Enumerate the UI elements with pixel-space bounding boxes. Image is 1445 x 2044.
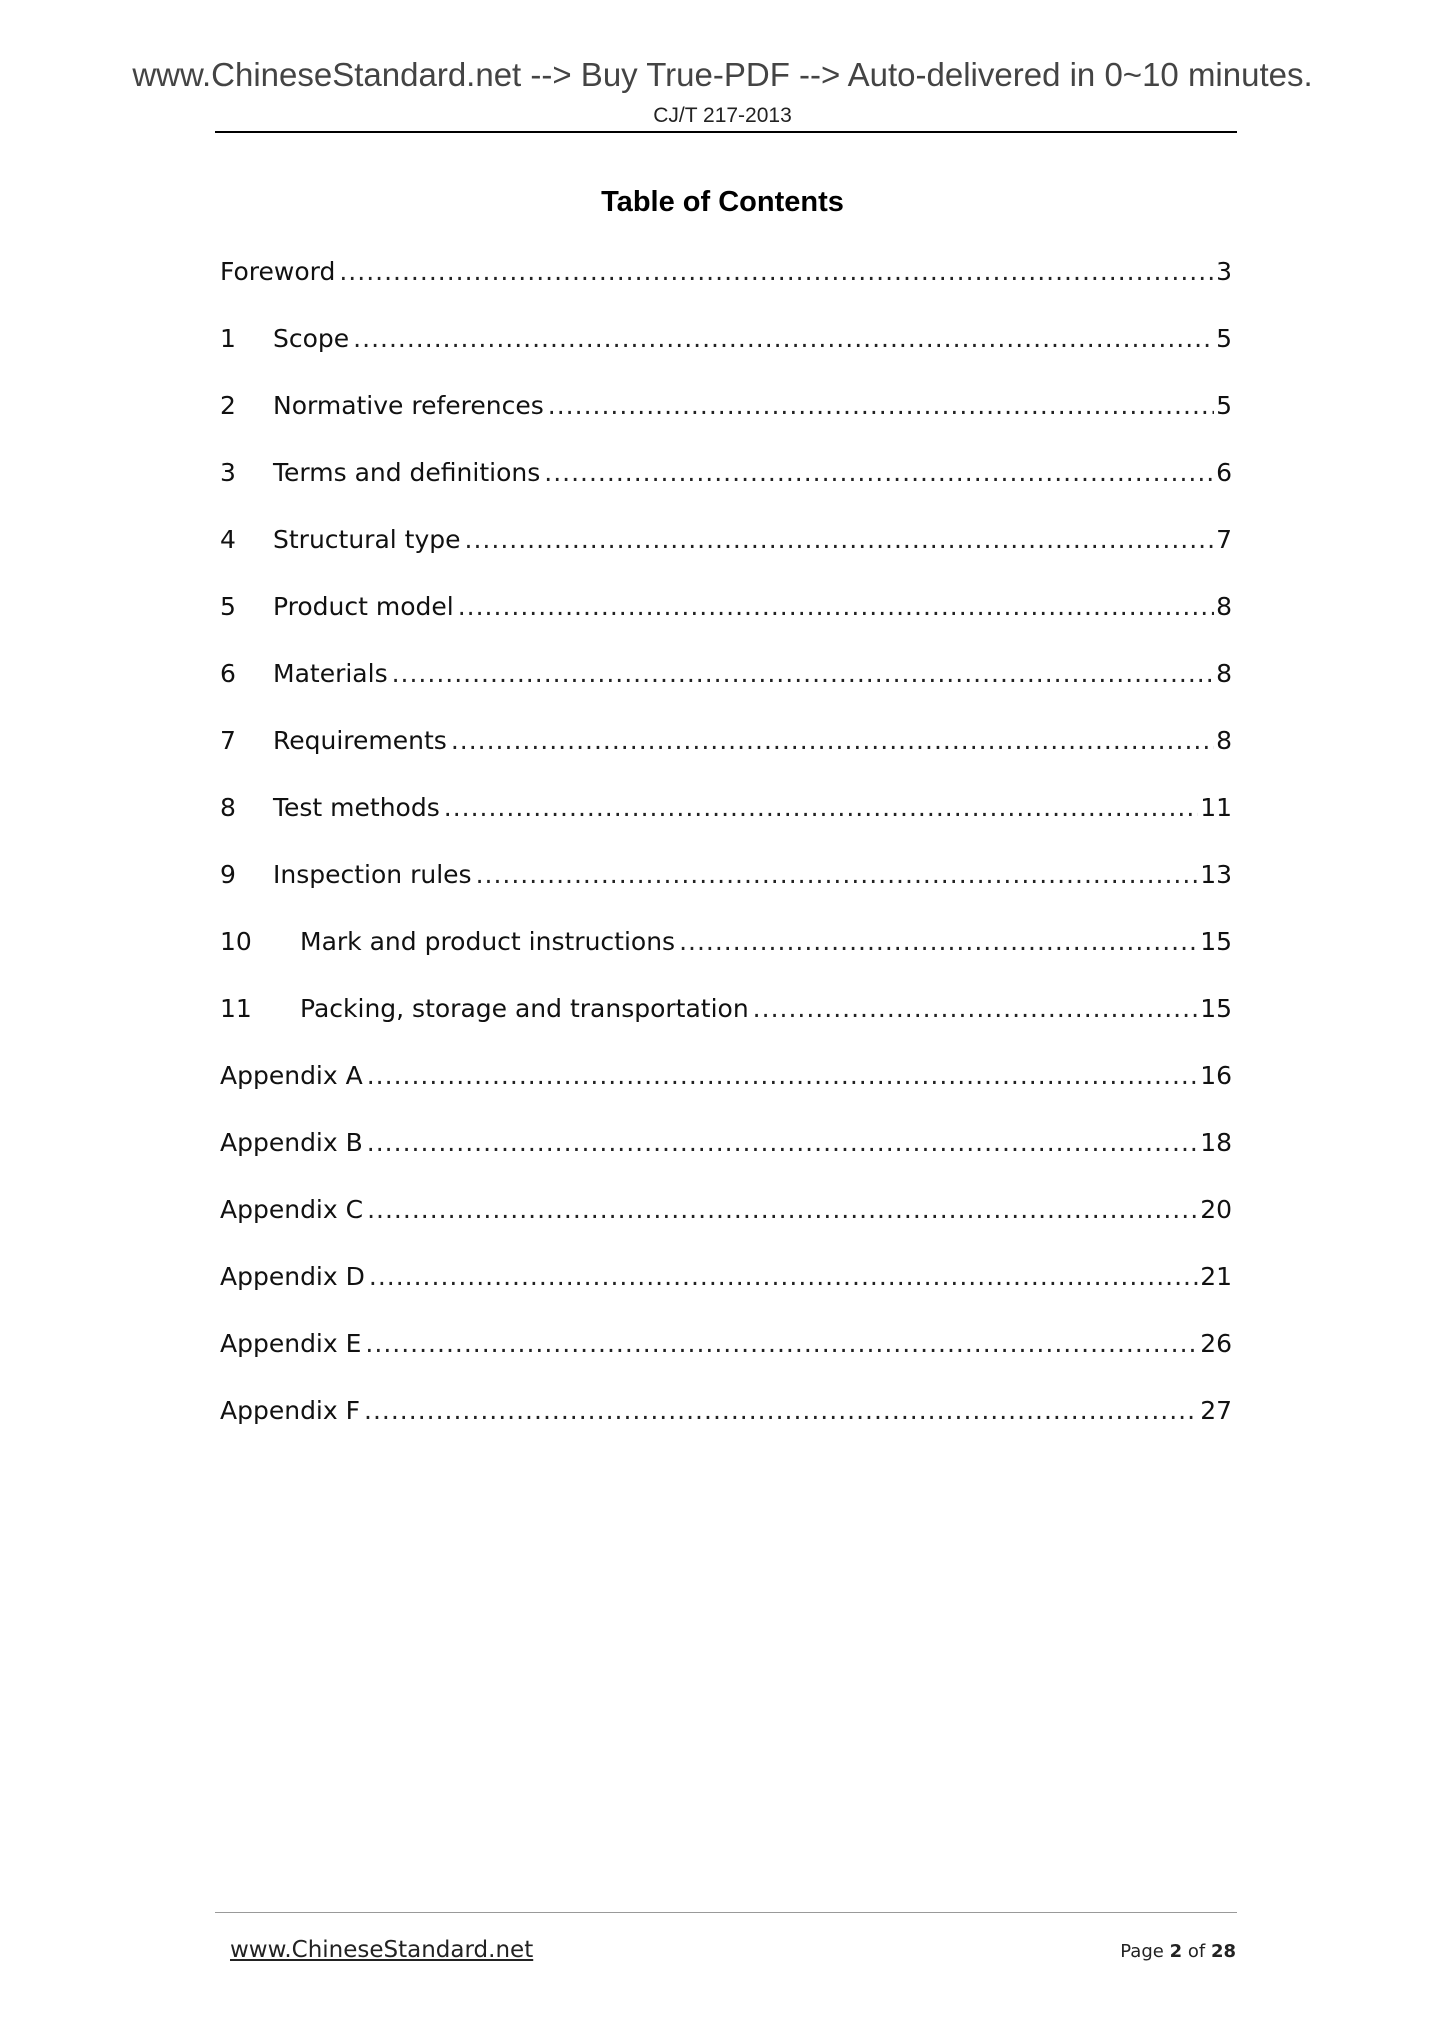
toc-entry[interactable] [220, 987, 1232, 1054]
toc-entry-number: 11 [220, 994, 252, 1023]
toc-entry-page: 5 [1216, 391, 1232, 420]
toc-entry-page: 15 [1200, 994, 1232, 1023]
toc-title: Table of Contents [601, 186, 844, 218]
toc-entry-title: Appendix F [220, 1396, 361, 1425]
toc-entry-title: Appendix D [220, 1262, 365, 1291]
toc-dot-leader [548, 384, 1214, 428]
header-rule [215, 131, 1237, 133]
toc-entry[interactable] [220, 518, 1232, 585]
toc-entry-number: 9 [220, 860, 236, 889]
toc-entry-title: Appendix E [220, 1329, 362, 1358]
page-total: 28 [1210, 1941, 1236, 1962]
toc-entry-page: 15 [1200, 927, 1232, 956]
toc-entry[interactable] [220, 451, 1232, 518]
toc-dot-leader [353, 317, 1214, 361]
toc-dot-leader [679, 920, 1198, 964]
toc-entry[interactable] [220, 719, 1232, 786]
toc-entry[interactable] [220, 1054, 1232, 1121]
footer-site-link[interactable]: www.ChineseStandard.net [230, 1937, 534, 1963]
footer-rule [215, 1912, 1237, 1913]
toc-dot-leader [465, 518, 1215, 562]
toc-dot-leader [367, 1121, 1198, 1165]
toc-dot-leader [367, 1188, 1198, 1232]
toc-entry[interactable] [220, 1121, 1232, 1188]
toc-entry-title: Requirements [273, 726, 447, 755]
toc-entry-title: Normative references [273, 391, 544, 420]
toc-entry-title: Inspection rules [273, 860, 472, 889]
toc-entry-page: 26 [1200, 1329, 1232, 1358]
page-current: 2 [1169, 1941, 1183, 1962]
toc-entry[interactable] [220, 250, 1232, 317]
toc-dot-leader [392, 652, 1215, 696]
toc-dot-leader [364, 1389, 1198, 1433]
toc-dot-leader [365, 1322, 1198, 1366]
toc-entry[interactable] [220, 384, 1232, 451]
page-label: Page [1120, 1941, 1164, 1962]
toc-list [220, 250, 1232, 1456]
toc-dot-leader [753, 987, 1199, 1031]
toc-dot-leader [369, 1255, 1198, 1299]
toc-entry[interactable] [220, 853, 1232, 920]
toc-entry[interactable] [220, 1188, 1232, 1255]
toc-entry[interactable] [220, 585, 1232, 652]
toc-entry-number: 3 [220, 458, 236, 487]
toc-dot-leader [444, 786, 1198, 830]
toc-entry-page: 18 [1200, 1128, 1232, 1157]
toc-entry-title: Appendix A [220, 1061, 363, 1090]
toc-entry-title: Test methods [273, 793, 440, 822]
toc-dot-leader [339, 250, 1214, 294]
toc-dot-leader [544, 451, 1214, 495]
toc-entry-page: 27 [1200, 1396, 1232, 1425]
toc-entry-title: Foreword [220, 257, 336, 286]
toc-entry-number: 1 [220, 324, 236, 353]
toc-entry-title: Mark and product instructions [300, 927, 676, 956]
toc-dot-leader [458, 585, 1214, 629]
page-of: of [1187, 1941, 1206, 1962]
toc-entry-title: Appendix C [220, 1195, 364, 1224]
toc-entry[interactable] [220, 1389, 1232, 1456]
toc-entry-page: 21 [1200, 1262, 1232, 1291]
toc-entry-number: 5 [220, 592, 236, 621]
toc-entry-title: Structural type [273, 525, 461, 554]
toc-entry-number: 4 [220, 525, 236, 554]
toc-entry-page: 5 [1216, 324, 1232, 353]
toc-dot-leader [451, 719, 1214, 763]
toc-entry-title: Product model [273, 592, 454, 621]
standard-code: CJ/T 217-2013 [653, 104, 792, 127]
toc-entry-page: 11 [1200, 793, 1232, 822]
toc-entry-page: 16 [1200, 1061, 1232, 1090]
toc-entry-title: Appendix B [220, 1128, 363, 1157]
toc-entry-title: Materials [273, 659, 388, 688]
toc-entry[interactable] [220, 920, 1232, 987]
toc-entry-number: 10 [220, 927, 252, 956]
toc-entry-title: Terms and definitions [273, 458, 541, 487]
toc-entry-number: 7 [220, 726, 236, 755]
toc-entry-page: 8 [1216, 726, 1232, 755]
toc-entry[interactable] [220, 786, 1232, 853]
toc-entry-page: 8 [1216, 659, 1232, 688]
toc-entry-page: 7 [1216, 525, 1232, 554]
toc-entry[interactable] [220, 652, 1232, 719]
toc-entry-page: 13 [1200, 860, 1232, 889]
toc-entry-page: 6 [1216, 458, 1232, 487]
toc-entry-page: 3 [1216, 257, 1232, 286]
toc-dot-leader [367, 1054, 1198, 1098]
site-banner: www.ChineseStandard.net --> Buy True-PDF --> Auto-delivered in 0~10 minutes. [132, 56, 1313, 93]
toc-entry-page: 20 [1200, 1195, 1232, 1224]
toc-entry-title: Packing, storage and transportation [300, 994, 749, 1023]
toc-entry[interactable] [220, 1255, 1232, 1322]
toc-entry[interactable] [220, 317, 1232, 384]
toc-entry-number: 6 [220, 659, 236, 688]
toc-entry-number: 8 [220, 793, 236, 822]
footer-page-number [1120, 1941, 1236, 1962]
toc-dot-leader [476, 853, 1199, 897]
toc-entry-page: 8 [1216, 592, 1232, 621]
toc-entry-title: Scope [273, 324, 350, 353]
toc-entry[interactable] [220, 1322, 1232, 1389]
toc-entry-number: 2 [220, 391, 236, 420]
